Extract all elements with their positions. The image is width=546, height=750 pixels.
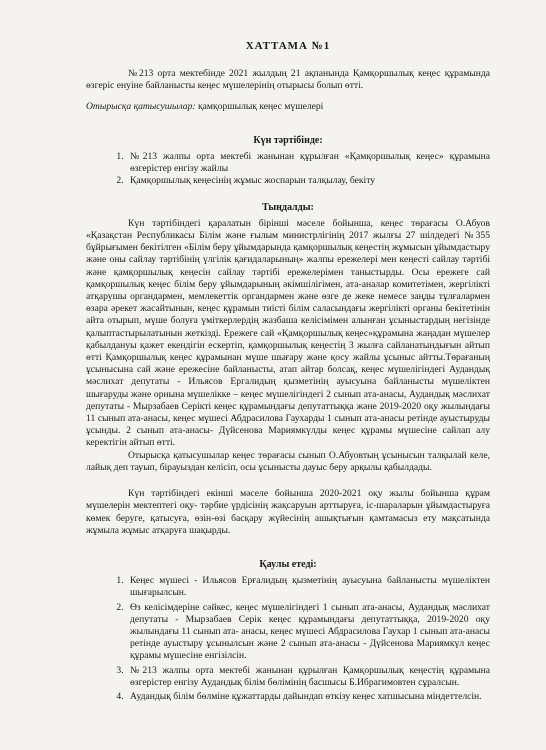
decision-item: 1. Кеңес мүшесі - Ильясов Ерғалидың қызметінің ауысуына байланысты мүшеліктен шығарылсын. xyxy=(126,575,490,599)
heard-paragraph-1: Күн тәртібіндегі қаралатын бірінші мәселе бойынша, кеңес төрағасы О.Абуов «Қазақстан Республикасы Білім және ғылым министрлігінің 2017 жылғы 27 шілдедегі №355 бұйрығымен бекітілген «Білім беру ұйымдарында қамқоршылық кеңестің жұмысын ұйымдастыру және оны сайлау тәртібінің үлгілік қағидаларының» жалпы ережелері мен кеңесті сайлау тәртібі және қамқоршылық кеңесін сайлау тәртібі ережелерімен таныстырды. Осы ережеге сай қамқоршылық кеңес білім беру ұйымдарының әкімшілігімен, ата-аналар комитетімен, жергілікті атқарушы органдармен, мемлекеттік органдармен және өзге де жеке немесе заңды тұлғалармен өзара әрекет жасайтынын, кеңес құрамын тиісті білім саласындағы жергілікті органы бекітетінін айта отырып, мүше болуға үміткерлердің жазбаша келісімімен алынған ұсыныстардың негізінде қалыптастырылатынын жеткізді. Ережеге сай «Қамқоршылық кеңес»құрамына жаңадан мүшелер қабылдануы қажет екендігін ескертіп, қамқоршылық кеңестің 3 жылға сайланатындығын айтып өтті Қамқоршылық кеңес құрамынан мүше шығару және қосу жайлы ұсыныс айтты.Төрағаның ұсынысына сай және ережесіне байланысты, атап айтар болсақ, кеңес мүшелігіндегі Аудандық мәслихат депутаты - Ильясов Ергалидың қызметінің ауысуына байланысты мүшеліктен шығаруды және орнына мүшелікке – кеңес мүшелігіндегі 2 сынып ата-анасы, Аудандық мәслихат депутаты - Мырзабаев Серікті кеңес құрамындағы депутаттыққа және 2019-2020 оқу жылындағы 11 сынып ата-анасы, кеңес мүшесі Абдрасилова Гаухарды 1 сынып ата-анасы ретінде ауыстыруды ұсынды. 2 сынып ата-анасы- Дүйсенова Мариямкүлды кеңес құрамы мүшесіне сайлап алу керектігін айтып өтті. xyxy=(86,217,490,449)
agenda-item: 2. Қамқоршылық кеңесінің жұмыс жоспарын талқылау, бекіту xyxy=(126,175,490,187)
document-title: ХАТТАМА №1 xyxy=(245,40,331,52)
agenda-heading: Күн тәртібінде: xyxy=(253,134,323,146)
attendees-label: Отырысқа қатысушылар: xyxy=(86,100,196,112)
agenda-list xyxy=(86,151,490,188)
attendees-line xyxy=(86,101,490,113)
decision-item: 4. Аудандық білім бөлміне құжаттарды дайындап өткізу кеңес хатшысына міндеттелсін. xyxy=(126,691,490,703)
decisions-heading: Қаулы етеді: xyxy=(259,558,317,570)
attendees-value: қамқоршылық кеңес мүшелері xyxy=(195,100,324,112)
heard-paragraph-3: Күн тәртібіндегі екінші мәселе бойынша 2020-2021 оқу жылы бойынша құрам мүшелерін мектептегі оқу- тәрбие үрдісінің жақсаруын арттыруға, іс-шараларын ұйымдастыруға көмек беруге, қатысуға, өзін-өзі басқару жүйесінің ашықтығын қамтамасыз ету мақсатында жұмыла жұмыс атқаруға шақырды. xyxy=(86,488,490,536)
intro-paragraph: №213 орта мектебінде 2021 жылдың 21 ақпанында Қамқоршылық кеңес құрамында өзгеріс енуіне байланысты кеңес мүшелерінің отырысы болып өтті. xyxy=(86,68,490,92)
heard-paragraph-2: Отырысқа қатысушылар кеңес төрағасы сынып О.Абуовтың ұсынысын талқылай келе, лайық деп тауып, бірауыздан келісіп, осы ұсынысты дауыс беру арқылы қабылдады. xyxy=(86,449,490,473)
decisions-list xyxy=(86,575,490,703)
decision-item: 2. Өз келісімдеріне сәйкес, кеңес мүшелігіндегі 1 сынып ата-анасы, Аудандық мәслихат депутаты - Мырзабаев Серік кеңес құрамындағы депутаттыққа, 2019-2020 оқу жылындағы 11 сынып ата- анасы, кеңес мүшесі Абдрасилова Гаухар 1 сынып ата-анасы ретінде ауыстыру ұсынылсын және 2 сынып ата-анасы - Дүйсенова Мариямкүл кеңес құрамы мүшесіне енгізілсін. xyxy=(126,602,490,663)
decision-item: 3. №213 жалпы орта мектебі жанынан құрылған Қамқоршылық кеңестің құрамына өзгерістер енгізу Аудандық білім бөлімінің басшысы Б.Ибрагимовтен сұралсын. xyxy=(126,665,490,689)
heard-heading: Тыңдалды: xyxy=(262,201,314,213)
agenda-item: 1. №213 жалпы орта мектебі жанынан құрылған «Қамқоршылық кеңес» құрамына өзгерістер енгізу жайлы xyxy=(126,151,490,175)
